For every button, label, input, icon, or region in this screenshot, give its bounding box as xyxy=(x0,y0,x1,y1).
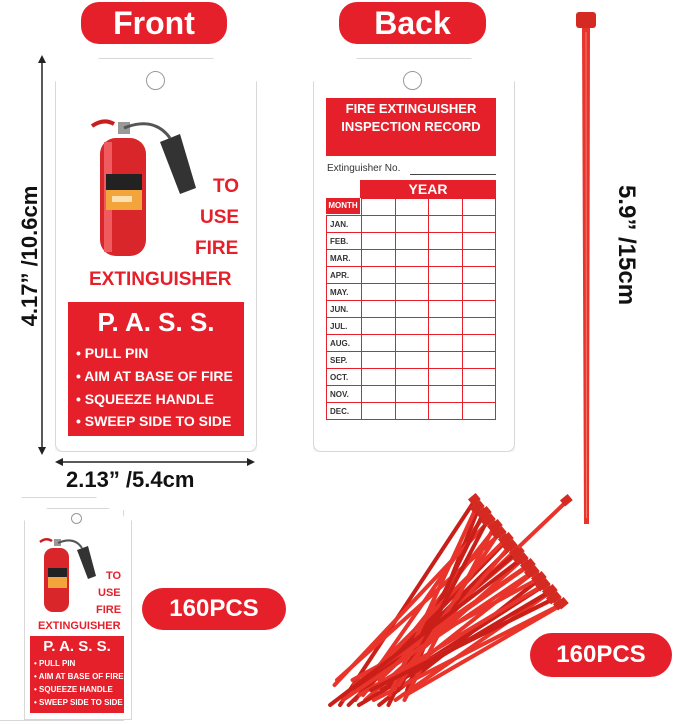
front-heading-fire: FIRE xyxy=(195,238,239,259)
tie-length-label: 5.9” /15cm xyxy=(613,184,640,306)
table-row: MAY. xyxy=(327,284,496,301)
cable-tie-icon xyxy=(570,8,610,528)
table-row: JUL. xyxy=(327,318,496,335)
back-label: Back xyxy=(339,2,486,44)
front-heading-use: USE xyxy=(200,207,240,228)
ties-count-badge: 160PCS xyxy=(530,633,672,677)
table-row: MAR. xyxy=(327,250,496,267)
table-row: AUG. xyxy=(327,335,496,352)
small-pass-step-1: • PULL PIN xyxy=(34,659,76,668)
pass-step-3: • SQUEEZE HANDLE xyxy=(76,391,214,407)
table-row: NOV. xyxy=(327,386,496,403)
table-row: JUN. xyxy=(327,301,496,318)
table-row: SEP. xyxy=(327,352,496,369)
small-heading-to: TO xyxy=(106,570,122,582)
front-heading-extinguisher: EXTINGUISHER xyxy=(89,269,232,290)
small-heading-use: USE xyxy=(98,587,121,599)
front-tag-hole xyxy=(146,71,165,90)
pass-step-2: • AIM AT BASE OF FIRE xyxy=(76,368,233,384)
extinguisher-number-line xyxy=(410,174,496,175)
pass-step-1: • PULL PIN xyxy=(76,345,149,361)
table-row: DEC. xyxy=(327,403,496,420)
table-row: FEB. xyxy=(327,233,496,250)
inspection-table xyxy=(326,198,496,420)
month-header: MONTH xyxy=(326,198,360,214)
small-pass-step-4: • SWEEP SIDE TO SIDE xyxy=(34,698,123,707)
small-heading-fire: FIRE xyxy=(96,604,122,616)
year-header: YEAR xyxy=(360,180,496,198)
tags-count-badge: 160PCS xyxy=(142,588,286,630)
fire-extinguisher-icon xyxy=(84,108,204,260)
table-row: OCT. xyxy=(327,369,496,386)
extinguisher-number-label: Extinguisher No. xyxy=(327,163,401,174)
small-heading-extinguisher: EXTINGUISHER xyxy=(38,620,121,632)
small-pass-title: P. A. S. S. xyxy=(43,638,111,655)
width-dimension-label: 2.13” /5.4cm xyxy=(66,467,195,492)
front-label: Front xyxy=(81,2,227,44)
small-tag-hole xyxy=(71,513,82,524)
height-dimension-label: 4.17” /10.6cm xyxy=(17,185,42,327)
pass-title: P. A. S. S. xyxy=(97,307,215,337)
cable-ties-bundle-icon xyxy=(300,480,585,720)
small-fire-extinguisher-icon xyxy=(36,532,100,614)
front-heading-to: TO xyxy=(213,176,240,197)
small-pass-step-3: • SQUEEZE HANDLE xyxy=(34,685,113,694)
pass-step-4: • SWEEP SIDE TO SIDE xyxy=(76,413,232,429)
inspection-record-title: FIRE EXTINGUISHER INSPECTION RECORD xyxy=(326,98,496,156)
small-pass-step-2: • AIM AT BASE OF FIRE xyxy=(34,672,124,681)
table-row: APR. xyxy=(327,267,496,284)
back-tag-hole xyxy=(403,71,422,90)
table-row: JAN. xyxy=(327,216,496,233)
